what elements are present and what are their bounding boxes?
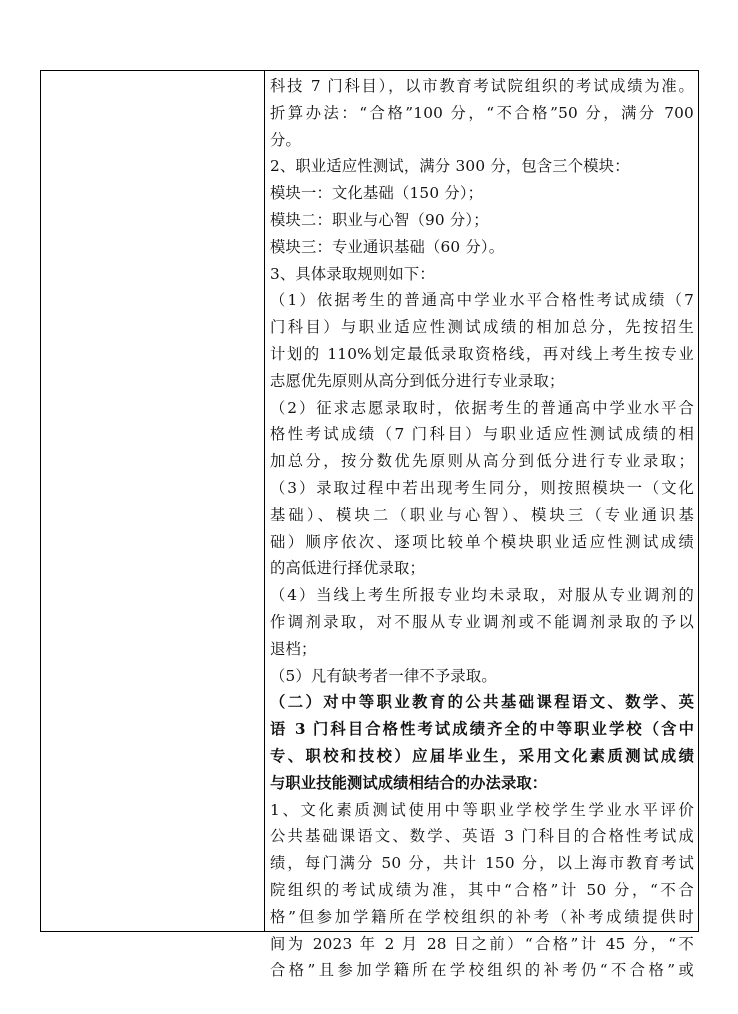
bold-paragraph-line: 专、职校和技校）应届毕业生，采用文化素质测试成绩 <box>270 746 694 765</box>
paragraph-line: （2）征求志愿录取时，依据考生的普通高中学业水平合 <box>270 398 694 417</box>
paragraph-line: 模块一：文化基础（150 分）； <box>270 184 484 203</box>
bold-paragraph-line: 语 3 门科目合格性考试成绩齐全的中等职业学校（含中 <box>270 720 694 739</box>
paragraph-line: 科技 7 门科目），以市教育考试院组织的考试成绩为准。 <box>270 77 694 95</box>
paragraph-line: 础）顺序依次、逐项比较单个模块职业适应性测试成绩 <box>270 532 694 551</box>
paragraph-line: 计划的 110%划定最低录取资格线，再对线上考生按专业 <box>270 344 694 363</box>
paragraph-line: 公共基础课语文、数学、英语 3 门科目的合格性考试成 <box>270 827 694 846</box>
paragraph-line: 折算办法：“合格”100 分，“不合格”50 分，满分 700 <box>270 103 694 122</box>
paragraph-line: 合格”且参加学籍所在学校组织的补考仍“不合格”或 <box>270 961 694 980</box>
paragraph-line: 模块三：专业通识基础（60 分）。 <box>270 237 505 256</box>
paragraph-line: （4）当线上考生所报专业均未录取，对服从专业调剂的 <box>270 586 694 605</box>
paragraph-line: 志愿优先原则从高分到低分进行专业录取； <box>270 371 565 390</box>
paragraph-line: 1、文化素质测试使用中等职业学校学生学业水平评价 <box>270 800 694 819</box>
paragraph-line: 加总分，按分数优先原则从高分到低分进行专业录取； <box>270 452 694 471</box>
paragraph-line: （3）录取过程中若出现考生同分，则按照模块一（文化 <box>270 478 694 497</box>
bold-paragraph-line: （二）对中等职业教育的公共基础课程语文、数学、英 <box>270 693 694 712</box>
table-text-cell <box>265 71 698 980</box>
bold-paragraph-line: 与职业技能测试成绩相结合的办法录取： <box>270 773 548 792</box>
paragraph-line: （1）依据考生的普通高中学业水平合格性考试成绩（7 <box>270 291 694 310</box>
table-left-column <box>41 71 265 931</box>
paragraph-line: 3、具体录取规则如下： <box>270 264 435 283</box>
paragraph-line: 间为 2023 年 2 月 28 日之前）“合格”计 45 分，“不 <box>270 934 694 953</box>
paragraph-line: 退档； <box>270 639 317 658</box>
paragraph-line: 绩，每门满分 50 分，共计 150 分，以上海市教育考试 <box>270 854 694 873</box>
paragraph-line: 格性考试成绩（7 门科目）与职业适应性测试成绩的相 <box>270 425 694 444</box>
paragraph-line: 门科目）与职业适应性测试成绩的相加总分，先按招生 <box>270 318 694 337</box>
paragraph-line: 作调剂录取，对不服从专业调剂或不能调剂录取的予以 <box>270 612 694 631</box>
paragraph-line: 模块二：职业与心智（90 分）； <box>270 210 489 229</box>
paragraph-line: 基础）、模块二（职业与心智）、模块三（专业通识基 <box>270 505 694 524</box>
paragraph-line: 分。 <box>270 130 301 149</box>
paragraph-line: 院组织的考试成绩为准，其中“合格”计 50 分，“不合 <box>270 880 694 899</box>
paragraph-line: 的高低进行择优录取； <box>270 559 425 578</box>
content-table <box>40 70 699 980</box>
paragraph-line: （5）凡有缺考者一律不予录取。 <box>270 666 497 685</box>
paragraph-line: 格”但参加学籍所在学校组织的补考（补考成绩提供时 <box>270 907 694 926</box>
paragraph-line: 2、职业适应性测试，满分 300 分，包含三个模块： <box>270 157 630 176</box>
